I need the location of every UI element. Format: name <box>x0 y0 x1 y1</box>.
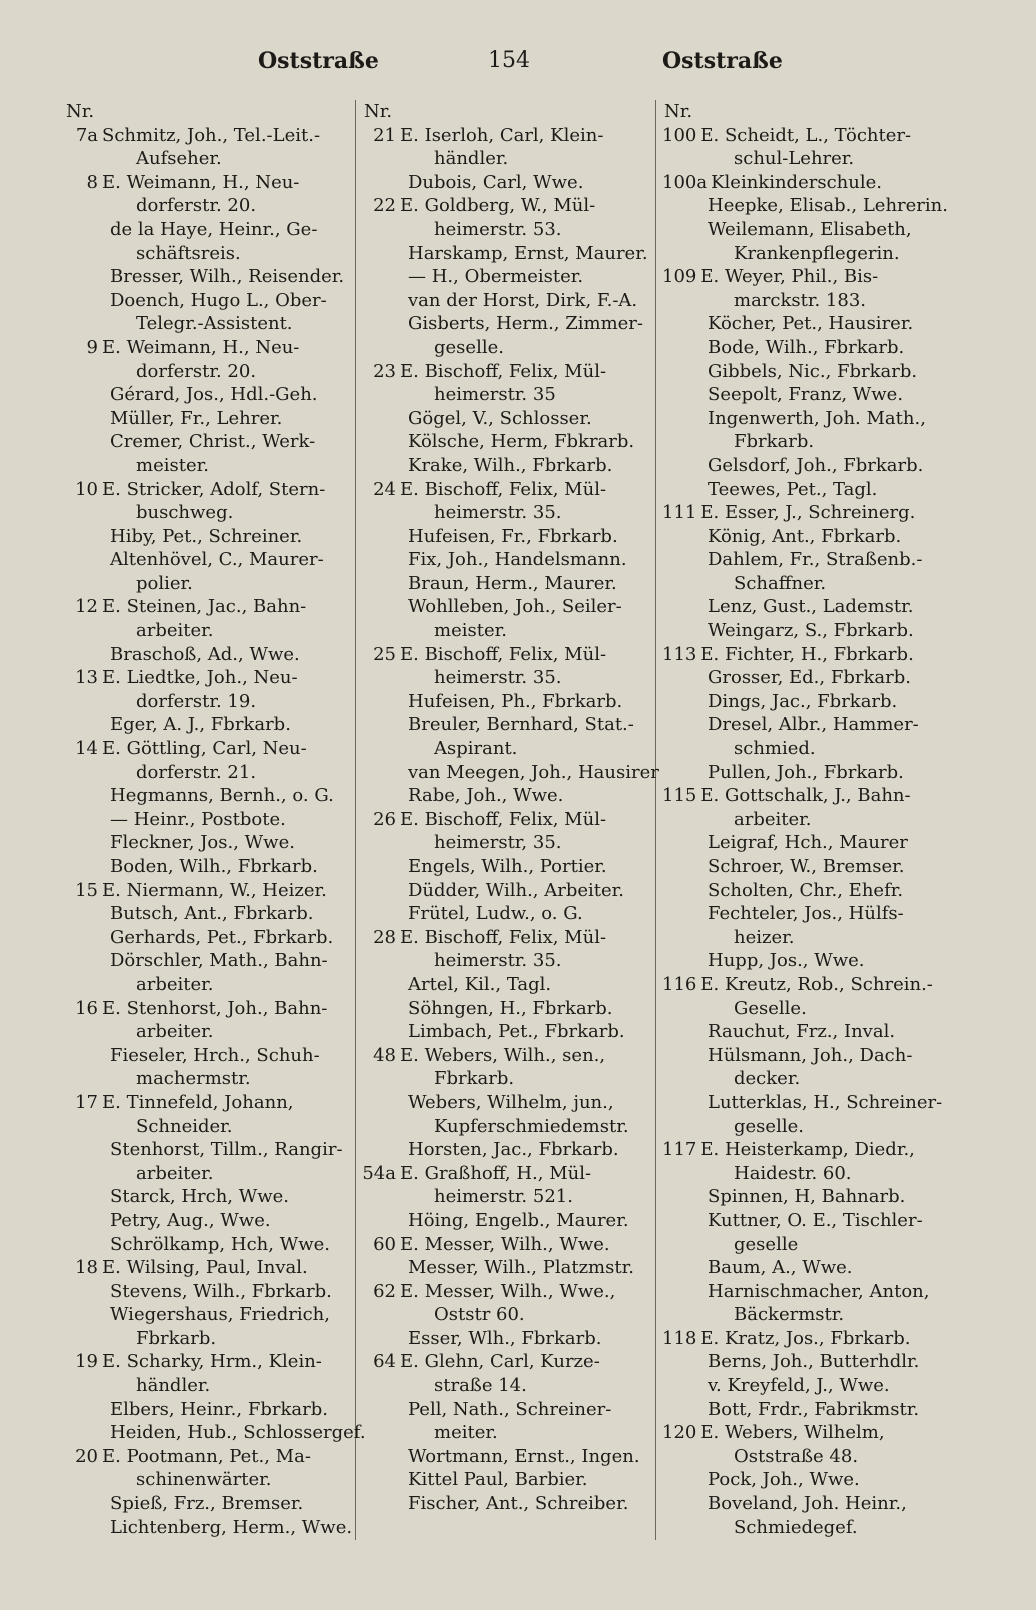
resident-text: E. Webers, Wilhelm, <box>700 1422 885 1444</box>
resident-text: E. Goldberg, W., Mül- <box>400 195 596 217</box>
house-number-entry <box>64 478 352 502</box>
resident-entry: Harskamp, Ernst, Maurer. <box>408 242 648 264</box>
resident-entry: Altenhövel, C., Maurer- <box>110 549 324 571</box>
entry-continuation: Aspirant. <box>434 738 518 760</box>
header-street-left: Oststraße <box>258 48 379 74</box>
entry-continuation: arbeiter. <box>136 620 214 642</box>
resident-entry: v. Kreyfeld, J., Wwe. <box>708 1375 890 1397</box>
resident-entry: Eger, A. J., Fbrkarb. <box>110 714 291 736</box>
house-number: 109 <box>662 266 697 288</box>
resident-entry: Ingenwerth, Joh. Math., <box>708 407 926 429</box>
house-number: 16 <box>75 997 98 1019</box>
house-number-entry <box>362 643 654 667</box>
entry-continuation: händler. <box>136 1375 211 1397</box>
house-number-entry <box>64 737 352 761</box>
entry-continuation: dorferstr. 20. <box>136 360 257 382</box>
entry-continuation: polier. <box>136 572 193 594</box>
house-number: 118 <box>662 1327 697 1349</box>
resident-entry: Köcher, Pet., Hausirer. <box>708 313 914 335</box>
resident-entry: Messer, Wilh., Platzmstr. <box>408 1257 634 1279</box>
resident-entry: Gögel, V., Schlosser. <box>408 407 592 429</box>
resident-entry: Pullen, Joh., Fbrkarb. <box>708 761 904 783</box>
resident-entry: Seepolt, Franz, Wwe. <box>708 384 904 406</box>
resident-entry: Esser, Wlh., Fbrkarb. <box>408 1327 602 1349</box>
house-number-entry <box>662 124 974 148</box>
house-number: 22 <box>373 195 396 217</box>
resident-entry: Webers, Wilhelm, jun., <box>408 1091 614 1113</box>
entry-continuation: Oststr 60. <box>434 1304 525 1326</box>
column-3 <box>662 100 974 1539</box>
house-number: 18 <box>75 1257 98 1279</box>
house-number: 115 <box>662 785 697 807</box>
column-head: Nr. <box>66 101 95 122</box>
entry-continuation: arbeiter. <box>136 1162 214 1184</box>
resident-text: E. Messer, Wilh., Wwe. <box>400 1233 610 1255</box>
resident-entry: Pock, Joh., Wwe. <box>708 1469 860 1491</box>
resident-entry: König, Ant., Fbrkarb. <box>708 525 902 547</box>
resident-text: E. Stenhorst, Joh., Bahn- <box>102 997 328 1019</box>
resident-entry: Stenhorst, Tillm., Rangir- <box>110 1139 343 1161</box>
resident-entry: Hülsmann, Joh., Dach- <box>708 1044 913 1066</box>
resident-entry: Hufeisen, Fr., Fbrkarb. <box>408 525 618 547</box>
resident-entry: Schrölkamp, Hch, Wwe. <box>110 1233 330 1255</box>
house-number-entry <box>64 595 352 619</box>
resident-entry: Hegmanns, Bernh., o. G. <box>110 785 334 807</box>
entry-continuation: heimerstr. 35. <box>434 950 562 972</box>
house-number: 100a <box>662 171 708 193</box>
house-number-entry <box>662 784 974 808</box>
entry-continuation: schinenwärter. <box>136 1469 272 1491</box>
house-number: 54a <box>362 1162 396 1184</box>
resident-text: E. Bischoff, Felix, Mül- <box>400 808 607 830</box>
resident-text: E. Graßhoff, H., Mül- <box>400 1162 592 1184</box>
resident-entry: Berns, Joh., Butterhdlr. <box>708 1351 920 1373</box>
column-2 <box>362 100 659 1516</box>
resident-entry: Bode, Wilh., Fbrkarb. <box>708 336 905 358</box>
resident-entry: Wiegershaus, Friedrich, <box>110 1304 330 1326</box>
resident-entry: Starck, Hrch, Wwe. <box>110 1186 290 1208</box>
entry-continuation: Bäckermstr. <box>734 1304 845 1326</box>
resident-entry: Baum, A., Wwe. <box>708 1257 853 1279</box>
house-number: 60 <box>373 1233 396 1255</box>
entry-continuation: heimerstr. 35. <box>434 502 562 524</box>
house-number: 64 <box>373 1351 396 1373</box>
house-number-entry <box>362 1350 654 1374</box>
resident-entry: Fleckner, Jos., Wwe. <box>110 832 295 854</box>
house-number-entry <box>362 124 654 148</box>
entry-continuation: marckstr. 183. <box>734 289 867 311</box>
page-number: 154 <box>488 48 530 73</box>
resident-text: E. Liedtke, Joh., Neu- <box>102 667 298 689</box>
resident-entry: Wortmann, Ernst., Ingen. <box>408 1445 640 1467</box>
resident-entry: Krake, Wilh., Fbrkarb. <box>408 454 613 476</box>
header-street-right: Oststraße <box>662 48 783 74</box>
resident-entry: Gerhards, Pet., Fbrkarb. <box>110 926 334 948</box>
resident-text: E. Weimann, H., Neu- <box>102 171 300 193</box>
house-number-entry <box>362 1233 654 1257</box>
resident-text: E. Gottschalk, J., Bahn- <box>700 785 911 807</box>
column-head: Nr. <box>364 101 393 122</box>
entry-continuation: händler. <box>434 148 509 170</box>
resident-entry: Scholten, Chr., Ehefr. <box>708 879 904 901</box>
resident-entry: Leigraf, Hch., Maurer <box>708 832 908 854</box>
entry-continuation: dorferstr. 20. <box>136 195 257 217</box>
resident-text: E. Kreutz, Rob., Schrein.- <box>700 973 933 995</box>
column-1 <box>64 100 366 1539</box>
house-number-entry <box>662 1327 974 1351</box>
resident-text: E. Webers, Wilh., sen., <box>400 1044 606 1066</box>
entry-continuation: geselle. <box>734 1115 804 1137</box>
resident-text: E. Heisterkamp, Diedr., <box>700 1139 915 1161</box>
house-number-entry <box>362 194 654 218</box>
resident-entry: Braun, Herm., Maurer. <box>408 572 617 594</box>
resident-entry: Frütel, Ludw., o. G. <box>408 903 583 925</box>
resident-text: Schmitz, Joh., Tel.-Leit.- <box>102 124 321 146</box>
resident-text: E. Niermann, W., Heizer. <box>102 879 327 901</box>
resident-entry: Gisberts, Herm., Zimmer- <box>408 313 643 335</box>
house-number-entry <box>64 124 352 148</box>
resident-entry: Dings, Jac., Fbrkarb. <box>708 690 898 712</box>
resident-text: E. Pootmann, Pet., Ma- <box>102 1445 311 1467</box>
resident-entry: Düdder, Wilh., Arbeiter. <box>408 879 625 901</box>
entry-continuation: Kupferschmiedemstr. <box>434 1115 629 1137</box>
resident-entry: Butsch, Ant., Fbrkarb. <box>110 903 314 925</box>
entry-continuation: heimerstr. 521. <box>434 1186 573 1208</box>
resident-text: E. Tinnefeld, Johann, <box>102 1091 294 1113</box>
house-number: 111 <box>662 502 697 524</box>
entry-continuation: Schaffner. <box>734 572 827 594</box>
house-number: 21 <box>373 124 396 146</box>
resident-entry: Lichtenberg, Herm., Wwe. <box>110 1516 353 1538</box>
resident-entry: Gérard, Jos., Hdl.-Geh. <box>110 384 318 406</box>
resident-text: E. Messer, Wilh., Wwe., <box>400 1280 616 1302</box>
resident-text: E. Scharky, Hrm., Klein- <box>102 1351 322 1373</box>
resident-text: E. Bischoff, Felix, Mül- <box>400 360 607 382</box>
house-number-entry <box>64 666 352 690</box>
house-number: 120 <box>662 1422 697 1444</box>
resident-entry: Spieß, Frz., Bremser. <box>110 1493 304 1515</box>
resident-text: E. Bischoff, Felix, Mül- <box>400 643 607 665</box>
column-divider <box>655 100 656 1540</box>
resident-entry: Heiden, Hub., Schlossergef. <box>110 1422 366 1444</box>
resident-entry: Wohlleben, Joh., Seiler- <box>408 596 622 618</box>
column-divider <box>355 100 356 1540</box>
resident-entry: Artel, Kil., Tagl. <box>408 973 552 995</box>
resident-text: E. Esser, J., Schreinerg. <box>700 502 916 524</box>
entry-continuation: buschweg. <box>136 502 234 524</box>
house-number-entry <box>362 1280 654 1304</box>
house-number: 14 <box>75 738 98 760</box>
house-number: 100 <box>662 124 697 146</box>
entry-continuation: Geselle. <box>734 997 807 1019</box>
house-number-entry <box>662 265 974 289</box>
resident-entry: Kölsche, Herm, Fbkrarb. <box>408 431 635 453</box>
resident-text: E. Stricker, Adolf, Stern- <box>102 478 326 500</box>
resident-entry: Breuler, Bernhard, Stat.- <box>408 714 634 736</box>
resident-entry: van Meegen, Joh., Hausirer <box>408 761 659 783</box>
resident-text: Kleinkinderschule. <box>711 171 882 193</box>
resident-entry: Petry, Aug., Wwe. <box>110 1209 271 1231</box>
resident-entry: Elbers, Heinr., Fbrkarb. <box>110 1398 328 1420</box>
resident-entry: Rabe, Joh., Wwe. <box>408 785 564 807</box>
resident-text: E. Fichter, H., Fbrkarb. <box>700 643 914 665</box>
resident-entry: Fechteler, Jos., Hülfs- <box>708 903 904 925</box>
house-number: 19 <box>75 1351 98 1373</box>
house-number-entry <box>64 879 352 903</box>
house-number-entry <box>64 1350 352 1374</box>
resident-entry: Weingarz, S., Fbrkarb. <box>708 620 914 642</box>
resident-entry: Doench, Hugo L., Ober- <box>110 289 327 311</box>
house-number-entry <box>362 808 654 832</box>
resident-entry: Harnischmacher, Anton, <box>708 1280 930 1302</box>
resident-entry: Weilemann, Elisabeth, <box>708 218 912 240</box>
resident-entry: de la Haye, Heinr., Ge- <box>110 218 318 240</box>
entry-continuation: Krankenpflegerin. <box>734 242 900 264</box>
resident-entry: — H., Obermeister. <box>408 266 584 288</box>
resident-entry: Fix, Joh., Handelsmann. <box>408 549 627 571</box>
entry-continuation: arbeiter. <box>136 1021 214 1043</box>
house-number: 113 <box>662 643 697 665</box>
resident-entry: Pell, Nath., Schreiner- <box>408 1398 612 1420</box>
page-header <box>0 48 1036 84</box>
resident-entry: Gibbels, Nic., Fbrkarb. <box>708 360 918 382</box>
entry-continuation: geselle <box>734 1233 799 1255</box>
resident-entry: Hufeisen, Ph., Fbrkarb. <box>408 690 623 712</box>
house-number: 13 <box>75 667 98 689</box>
entry-continuation: heimerstr. 35. <box>434 667 562 689</box>
entry-continuation: schul-Lehrer. <box>734 148 855 170</box>
entry-continuation: geselle. <box>434 336 504 358</box>
resident-text: E. Göttling, Carl, Neu- <box>102 738 307 760</box>
entry-continuation: machermstr. <box>136 1068 251 1090</box>
resident-entry: Heepke, Elisab., Lehrerin. <box>708 195 948 217</box>
house-number: 9 <box>86 336 98 358</box>
entry-continuation: dorferstr. 21. <box>136 761 257 783</box>
house-number-entry <box>662 1138 974 1162</box>
house-number-entry <box>662 643 974 667</box>
resident-entry: Dresel, Albr., Hammer- <box>708 714 919 736</box>
entry-continuation: meiter. <box>434 1422 498 1444</box>
resident-entry: Lenz, Gust., Lademstr. <box>708 596 914 618</box>
resident-entry: Engels, Wilh., Portier. <box>408 856 607 877</box>
resident-text: E. Weyer, Phil., Bis- <box>700 266 879 288</box>
house-number: 17 <box>75 1091 98 1113</box>
house-number-entry <box>662 501 974 525</box>
entry-continuation: Fbrkarb. <box>136 1327 217 1349</box>
house-number-entry <box>362 926 654 950</box>
house-number-entry <box>64 1445 352 1469</box>
house-number-entry <box>64 997 352 1021</box>
house-number: 15 <box>75 879 98 901</box>
house-number-entry <box>362 1162 654 1186</box>
resident-entry: Höing, Engelb., Maurer. <box>408 1209 629 1231</box>
resident-entry: Kuttner, O. E., Tischler- <box>708 1209 923 1231</box>
house-number-entry <box>662 1421 974 1445</box>
resident-text: E. Bischoff, Felix, Mül- <box>400 478 607 500</box>
resident-text: E. Glehn, Carl, Kurze- <box>400 1351 600 1373</box>
resident-entry: Schroer, W., Bremser. <box>708 856 905 877</box>
entry-continuation: decker. <box>734 1068 801 1090</box>
house-number-entry <box>362 478 654 502</box>
entry-continuation: meister. <box>136 454 209 476</box>
resident-text: E. Bischoff, Felix, Mül- <box>400 926 607 948</box>
resident-entry: — Heinr., Postbote. <box>110 808 286 830</box>
resident-entry: Fieseler, Hrch., Schuh- <box>110 1044 320 1066</box>
resident-entry: Teewes, Pet., Tagl. <box>708 478 878 500</box>
resident-entry: Hiby, Pet., Schreiner. <box>110 525 303 547</box>
entry-continuation: dorferstr. 19. <box>136 690 257 712</box>
resident-entry: Gelsdorf, Joh., Fbrkarb. <box>708 454 924 476</box>
house-number: 12 <box>75 596 98 618</box>
resident-entry: Kittel Paul, Barbier. <box>408 1469 588 1491</box>
house-number: 28 <box>373 926 396 948</box>
entry-continuation: arbeiter. <box>136 973 214 995</box>
house-number: 23 <box>373 360 396 382</box>
house-number: 7a <box>75 124 98 146</box>
entry-continuation: heimerstr. 35 <box>434 384 556 406</box>
entry-continuation: heizer. <box>734 926 795 948</box>
entry-continuation: Fbrkarb. <box>734 431 815 453</box>
house-number: 62 <box>373 1280 396 1302</box>
entry-continuation: schmied. <box>734 738 816 760</box>
resident-entry: Rauchut, Frz., Inval. <box>708 1021 896 1043</box>
entry-continuation: Schneider. <box>136 1115 233 1137</box>
house-number: 48 <box>373 1044 396 1066</box>
entry-continuation: heimerstr. 53. <box>434 218 562 240</box>
house-number-entry <box>662 973 974 997</box>
resident-entry: Grosser, Ed., Fbrkarb. <box>708 667 911 689</box>
entry-continuation: Schmiedegef. <box>734 1516 858 1538</box>
house-number: 25 <box>373 643 396 665</box>
house-number: 20 <box>75 1445 98 1467</box>
column-head: Nr. <box>664 101 693 122</box>
resident-text: E. Steinen, Jac., Bahn- <box>102 596 307 618</box>
resident-entry: Spinnen, H, Bahnarb. <box>708 1186 906 1208</box>
house-number-entry <box>64 171 352 195</box>
resident-entry: Bott, Frdr., Fabrikmstr. <box>708 1398 920 1420</box>
house-number-entry <box>64 336 352 360</box>
resident-entry: van der Horst, Dirk, F.-A. <box>408 289 638 311</box>
entry-continuation: meister. <box>434 620 507 642</box>
resident-entry: Stevens, Wilh., Fbrkarb. <box>110 1280 332 1302</box>
entry-continuation: Telegr.-Assistent. <box>136 313 293 335</box>
resident-entry: Dörschler, Math., Bahn- <box>110 950 328 972</box>
house-number: 24 <box>373 478 396 500</box>
house-number: 26 <box>373 808 396 830</box>
resident-text: E. Iserloh, Carl, Klein- <box>400 124 604 146</box>
resident-entry: Boden, Wilh., Fbrkarb. <box>110 856 318 877</box>
resident-entry: Müller, Fr., Lehrer. <box>110 407 283 429</box>
house-number: 8 <box>86 171 98 193</box>
entry-continuation: arbeiter. <box>734 808 812 830</box>
entry-continuation: heimerstr, 35. <box>434 832 562 854</box>
resident-text: E. Kratz, Jos., Fbrkarb. <box>700 1327 911 1349</box>
resident-entry: Bresser, Wilh., Reisender. <box>110 266 345 288</box>
resident-entry: Limbach, Pet., Fbrkarb. <box>408 1021 625 1043</box>
resident-entry: Lutterklas, H., Schreiner- <box>708 1091 943 1113</box>
resident-text: E. Scheidt, L., Töchter- <box>700 124 912 146</box>
resident-entry: Dahlem, Fr., Straßenb.- <box>708 549 923 571</box>
resident-entry: Fischer, Ant., Schreiber. <box>408 1493 629 1515</box>
entry-continuation: Oststraße 48. <box>734 1445 859 1467</box>
resident-entry: Braschoß, Ad., Wwe. <box>110 643 300 665</box>
house-number-entry <box>362 1044 654 1068</box>
entry-continuation: straße 14. <box>434 1375 527 1397</box>
house-number-entry <box>362 360 654 384</box>
resident-entry: Horsten, Jac., Fbrkarb. <box>408 1139 619 1161</box>
house-number-entry <box>64 1256 352 1280</box>
resident-entry: Boveland, Joh. Heinr., <box>708 1493 907 1515</box>
resident-text: E. Wilsing, Paul, Inval. <box>102 1257 308 1279</box>
resident-entry: Hupp, Jos., Wwe. <box>708 950 865 972</box>
house-number-entry <box>64 1091 352 1115</box>
entry-continuation: schäftsreis. <box>136 242 241 264</box>
house-number-entry <box>662 171 974 195</box>
house-number: 10 <box>75 478 98 500</box>
resident-entry: Dubois, Carl, Wwe. <box>408 171 584 193</box>
resident-entry: Cremer, Christ., Werk- <box>110 431 316 453</box>
entry-continuation: Haidestr. 60. <box>734 1162 852 1184</box>
house-number: 117 <box>662 1139 697 1161</box>
resident-text: E. Weimann, H., Neu- <box>102 336 300 358</box>
entry-continuation: Fbrkarb. <box>434 1068 515 1090</box>
resident-entry: Söhngen, H., Fbrkarb. <box>408 997 613 1019</box>
entry-continuation: Aufseher. <box>136 148 222 170</box>
house-number: 116 <box>662 973 697 995</box>
